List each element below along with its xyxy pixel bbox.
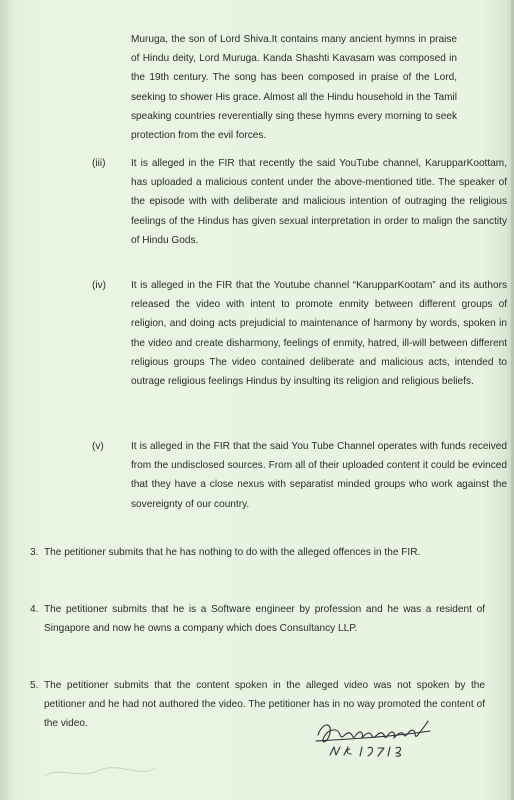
handwritten-signature [310, 705, 460, 765]
item-text: The petitioner submits that he has nothing to do with the alleged offences in the FIR. [44, 547, 421, 558]
item-text: The petitioner submits that the content spoken in the alleged video was not spoken by the petitioner and he had not authored the video. The petitioner has in no way promoted the content of the video. [44, 680, 485, 730]
item-number: 4. [30, 604, 39, 615]
faint-bleedthrough-signature [40, 758, 160, 788]
intro-paragraph: Muruga, the son of Lord Shiva.It contains many ancient hymns in praise of Hindu deity, Lord Muruga. Kanda Shashti Kavasam was composed in the 19th century. The song has been composed in praise of the Lord, seeking to shower His grace. Almost all the Hindu household in the Tamil speaking countries reverentially sing these hymns every morning to seek protection from the evil forces. [131, 34, 457, 142]
sub-item-marker: (v) [92, 441, 104, 452]
item-number: 3. [30, 547, 39, 558]
item-text: The petitioner submits that he is a Software engineer by profession and he was a resident of Singapore and now he owns a company which does Consultancy LLP. [44, 604, 485, 635]
sub-item-marker: (iii) [92, 158, 106, 169]
sub-item-marker: (iv) [92, 280, 107, 291]
sub-item-text: It is alleged in the FIR that recently the said YouTube channel, KarupparKoottam, has uploaded a malicious content under the above-mentioned title. The speaker of the episode with with deliberate and malicious intention of outraging the religious feelings of the Hindus has given sexual interpretation in order to malign the sanctity of Hindu Gods. [131, 158, 507, 246]
sub-item-text: It is alleged in the FIR that the Youtube channel “KarupparKootam” and its authors released the video with intent to promote enmity between different groups of religion, and doing acts prejudicial to maintenance of harmony by words, spoken in the video and create disharmony, feelings of enmity, hatred, ill-will between different religious groups The video contained deliberate and malicious acts, intended to outrage religious feelings Hindus by insulting its religion and religious beliefs. [131, 280, 507, 388]
sub-item-text: It is alleged in the FIR that the said You Tube Channel operates with funds received from the undisclosed sources. From all of their uploaded content it could be evinced that they have a close nexus with separatist minded groups who work against the sovereignty of our country. [131, 441, 507, 510]
item-number: 5. [30, 680, 39, 691]
